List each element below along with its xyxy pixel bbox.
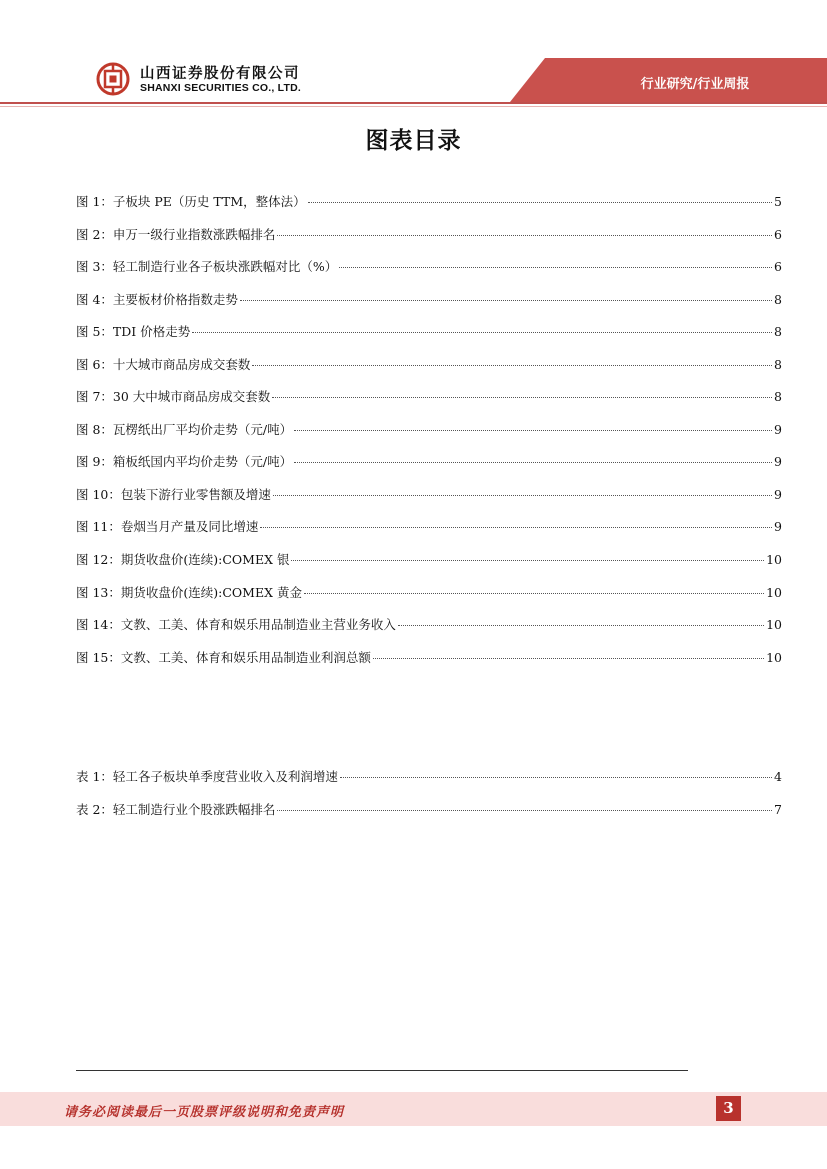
toc-entry-page: 8 [774,324,782,340]
toc-entry[interactable] [76,387,782,420]
toc-dot-leader [240,299,772,301]
toc-entry-label: 图 4：主要板材价格指数走势 [76,291,238,307]
toc-entry-label: 图 14：文教、工美、体育和娱乐用品制造业主营业务收入 [76,617,396,633]
toc-entry[interactable] [76,355,782,388]
toc-entry-label: 图 3：轻工制造行业各子板块涨跌幅对比（%） [76,259,338,275]
toc-entry-page: 5 [774,194,782,209]
toc-entry-page: 7 [774,801,782,817]
toc-entry-label: 图 15：文教、工美、体育和娱乐用品制造业利润总额 [76,649,371,665]
toc-entry-page: 8 [774,356,782,372]
toc-entry-label: 图 13：期货收盘价(连续):COMEX 黄金 [76,584,302,600]
toc-entry[interactable] [76,192,782,225]
toc-dot-leader [339,266,772,268]
table-list [76,767,782,832]
toc-entry-label: 图 2：申万一级行业指数涨跌幅排名 [76,226,276,242]
toc-entry[interactable] [76,420,782,453]
toc-entry-page: 10 [766,584,782,600]
toc-entry[interactable] [76,225,782,258]
company-name-cn: 山西证券股份有限公司 [140,66,300,82]
footer-divider [76,1070,688,1071]
toc-entry-page: 8 [774,389,782,405]
toc-entry-page: 9 [774,421,782,437]
toc-entry-page: 4 [774,769,782,784]
toc-entry-label: 表 1：轻工各子板块单季度营业收入及利润增速 [76,769,338,784]
header-divider [0,102,827,104]
toc-dot-leader [260,526,772,528]
toc-entry-label: 图 7：30 大中城市商品房成交套数 [76,389,271,405]
company-name-en: SHANXI SECURITIES CO., LTD. [140,82,301,94]
page-number: 3 [716,1096,741,1121]
toc-dot-leader [340,776,772,778]
toc-entry-label: 图 8：瓦楞纸出厂平均价走势（元/吨） [76,421,293,437]
toc-entry[interactable] [76,322,782,355]
toc-entry[interactable] [76,257,782,290]
toc-entry[interactable] [76,290,782,323]
toc-entry-label: 图 9：箱板纸国内平均价走势（元/吨） [76,454,293,470]
toc-entry-label: 表 2：轻工制造行业个股涨跌幅排名 [76,801,276,817]
toc-entry[interactable] [76,767,782,800]
toc-dot-leader [277,809,772,811]
header-divider-thin [0,106,827,107]
toc-dot-leader [373,657,764,659]
toc-dot-leader [252,364,772,366]
toc-entry[interactable] [76,452,782,485]
toc-dot-leader [291,559,764,561]
toc-entry[interactable] [76,485,782,518]
toc-entry-label: 图 1：子板块 PE（历史 TTM，整体法） [76,194,306,209]
footer-disclaimer: 请务必阅读最后一页股票评级说明和免责声明 [64,1105,345,1120]
toc-entry-label: 图 6：十大城市商品房成交套数 [76,356,251,372]
toc-dot-leader [398,624,764,626]
toc-entry-page: 10 [766,617,782,633]
toc-dot-leader [273,494,772,496]
toc-entry[interactable] [76,800,782,833]
toc-entry-label: 图 12：期货收盘价(连续):COMEX 银 [76,552,290,568]
toc-dot-leader [304,592,764,594]
toc-dot-leader [294,429,772,431]
figure-list [76,192,782,680]
toc-entry[interactable] [76,648,782,681]
toc-entry-page: 10 [766,552,782,568]
report-type: 行业研究/行业周报 [640,77,750,92]
toc-dot-leader [294,461,772,463]
toc-entry-page: 9 [774,486,782,502]
page-header [0,0,827,110]
toc-entry-page: 8 [774,291,782,307]
toc-entry-page: 10 [766,649,782,665]
toc-dot-leader [272,396,772,398]
company-logo-icon [96,62,130,96]
toc-entry-label: 图 11：卷烟当月产量及同比增速 [76,519,259,535]
toc-entry-page: 6 [774,259,782,275]
toc-dot-leader [277,234,772,236]
toc-entry[interactable] [76,550,782,583]
toc-entry-label: 图 10：包装下游行业零售额及增速 [76,486,271,502]
toc-entry[interactable] [76,517,782,550]
toc-entry-page: 6 [774,226,782,242]
toc-entry-page: 9 [774,454,782,470]
toc-dot-leader [192,331,772,333]
page-title: 图表目录 [365,128,462,154]
toc-entry[interactable] [76,615,782,648]
toc-dot-leader [308,201,772,203]
toc-entry-page: 9 [774,519,782,535]
toc-entry[interactable] [76,583,782,616]
toc-entry-label: 图 5：TDI 价格走势 [76,324,191,340]
